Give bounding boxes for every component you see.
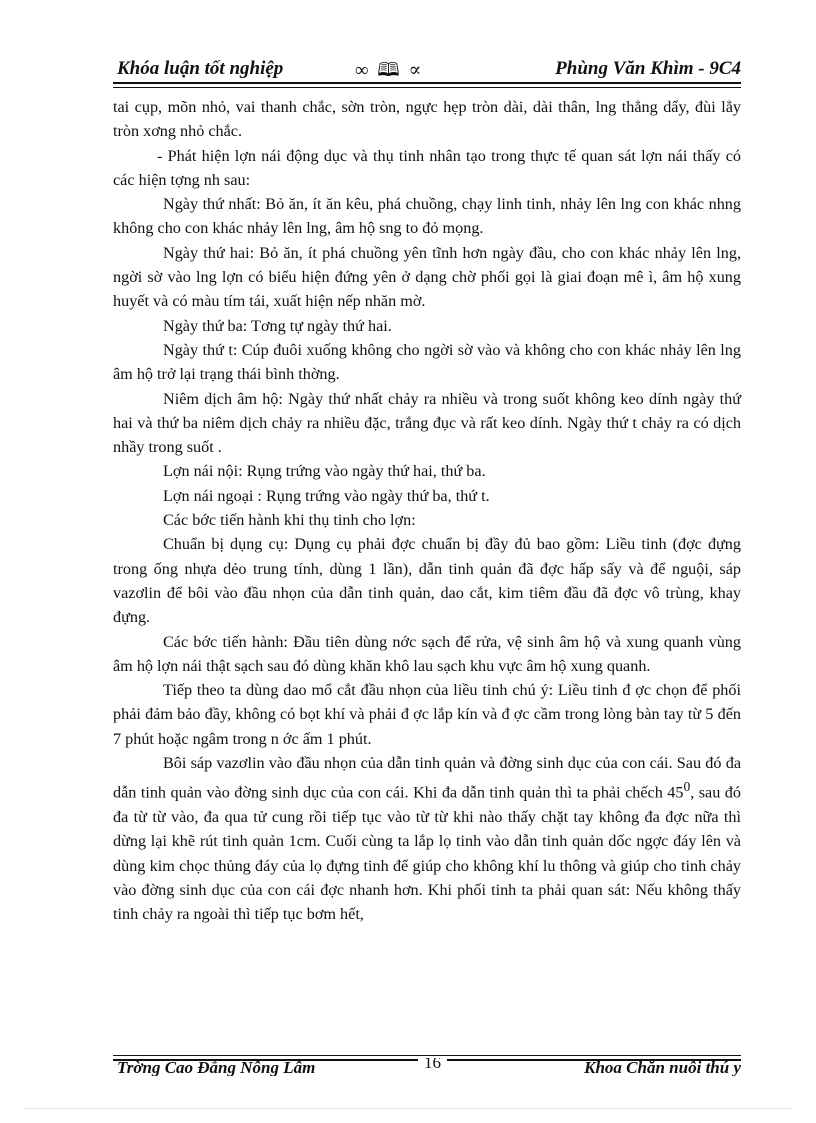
header-author: Phùng Văn Khìm - 9C4: [555, 58, 741, 79]
footer-school: Trờng Cao Đẳng Nông Lâm: [117, 1058, 316, 1076]
page-bottom-divider: [25, 1108, 791, 1109]
paragraph-text: , sau đó đa từ từ vào, đa qua tử cung rồi tiếp tục vào từ từ khi nào thấy chặt tay không đa đợc nữa thì dừng lại khẽ rút tinh quản 1cm. Cuối cùng ta lắp lọ tinh vào dẫn tinh quản dốc ngợc đáy lên và dùng kim chọc thủng đáy của lọ đựng tinh để giúp cho không khí lu thông và giúp cho tinh chảy vào đờng sinh dục của con cái đợc nhanh hơn. Khi phối tinh ta phải quan sát: Nếu không thấy tinh chảy ra ngoài thì tiếp tục bơm hết,: [113, 783, 741, 924]
paragraph: Ngày thứ nhất: Bỏ ăn, ít ăn kêu, phá chuồng, chạy linh tinh, nhảy lên lng con khác nhng không cho con khác nhảy lên lng, âm hộ sng to đỏ mọng.: [113, 195, 741, 238]
header-rule-thick: [113, 82, 741, 84]
paragraph: Chuẩn bị dụng cụ: Dụng cụ phải đợc chuẩn bị đầy đủ bao gồm: Liều tinh (đợc đựng trong ống nhựa dẻo trung tính, dùng 1 lần), dẫn tinh quản đã đợc hấp sấy và để nguội, sáp vazơlin để bôi vào đầu nhọn của dẫn tinh quản, dao cắt, kim tiêm đầu đã đợc vô trùng, khay đựng.: [113, 535, 741, 627]
degree-superscript: 0: [683, 779, 691, 795]
page-header: [113, 56, 741, 82]
page-number: 16: [418, 1058, 447, 1073]
footer-faculty: Khoa Chăn nuôi thú y: [584, 1058, 741, 1076]
paragraph: Lợn nái nội: Rụng trứng vào ngày thứ hai, thứ ba.: [163, 462, 486, 481]
paragraph: Tiếp theo ta dùng dao mổ cắt đầu nhọn của liều tinh chú ý: Liều tinh đ ợc chọn để phối phải đảm bảo đầy, không có bọt khí và phải đ ợc lắp kín và đ ợc cầm trong lòng bàn tay từ 5 đến 7 phút hoặc ngâm trong n ớc ấm 1 phút.: [113, 681, 741, 748]
paragraph: - Phát hiện lợn nái động dục và thụ tinh nhân tạo trong thực tế quan sát lợn nái thấy có các hiện tợng nh sau:: [113, 146, 741, 189]
header-book-ornament-icon: ∞ 🕮 ∝: [355, 60, 424, 81]
paragraph: Ngày thứ ba: Tơng tự ngày thứ hai.: [163, 316, 392, 335]
header-thesis-title: Khóa luận tốt nghiệp: [117, 58, 284, 79]
paragraph: Niêm dịch âm hộ: Ngày thứ nhất chảy ra nhiều và trong suốt không keo dính ngày thứ hai và thứ ba niêm dịch chảy ra nhiều đặc, trắng đục và rất keo dính. Ngày thứ t chảy ra có dịch nhầy trong suốt .: [113, 389, 741, 457]
paragraph-text: Bôi sáp vazơlin vào đầu nhọn của dẫn tinh quản và đờng sinh dục của con cái. Sau đó đa dẫn tinh quản vào đờng sinh dục của con cái. Khi đa dẫn tinh quản thì ta phải chếch 45: [113, 754, 741, 802]
paragraph: Các bớc tiến hành: Đầu tiên dùng nớc sạch để rửa, vệ sinh âm hộ và xung quanh vùng âm hộ lợn nái thật sạch sau đó dùng khăn khô lau sạch khu vực âm hộ xung quanh.: [113, 632, 741, 675]
header-rule-thin: [113, 87, 741, 88]
document-body: [113, 95, 741, 926]
paragraph: tai cụp, mõn nhỏ, vai thanh chắc, sờn tròn, ngực hẹp tròn dài, dài thân, lng thẳng dẩy, đùi lẳy tròn xơng nhỏ chắc.: [113, 98, 741, 141]
footer-rule-thin: [113, 1055, 741, 1056]
paragraph: Ngày thứ t: Cúp đuôi xuống không cho ngời sờ vào và không cho con khác nhảy lên lng âm hộ trở lại trạng thái bình thờng.: [113, 340, 741, 384]
paragraph: [113, 751, 741, 926]
paragraph: Ngày thứ hai: Bỏ ăn, ít phá chuồng yên tĩnh hơn ngày đầu, cho con khác nhảy lên lng, ngời sờ vào lng lợn có biểu hiện đứng yên ở dạng chờ phối gọi là giai đoạn mê ì, âm hộ xung huyết và có màu tím tái, xuất hiện nếp nhăn mờ.: [113, 243, 741, 311]
paragraph: Lợn nái ngoại : Rụng trứng vào ngày thứ ba, thứ t.: [163, 486, 490, 505]
paragraph: Các bớc tiến hành khi thụ tinh cho lợn:: [163, 511, 416, 530]
page-footer: [113, 1058, 741, 1076]
